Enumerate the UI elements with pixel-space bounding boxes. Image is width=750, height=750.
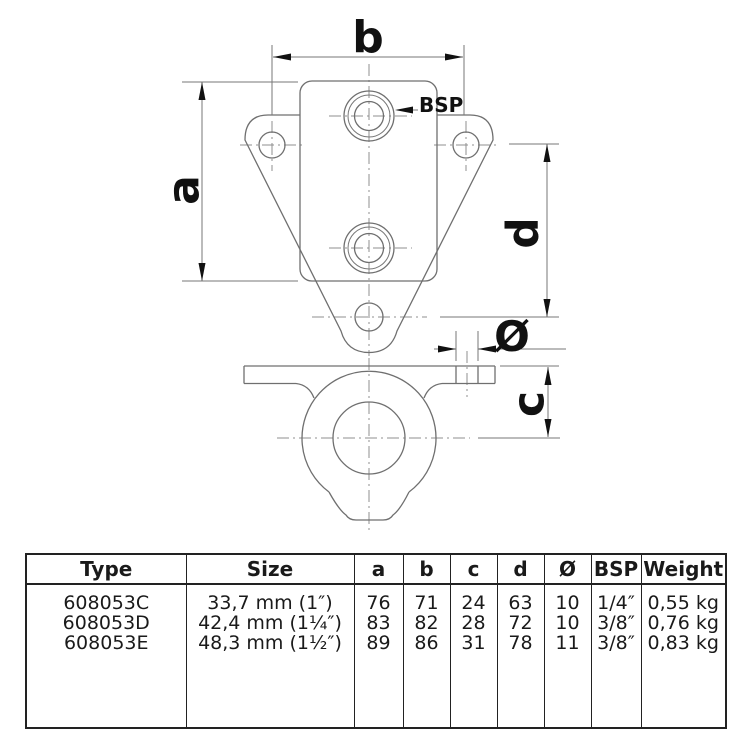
column-header-b: b [403,554,450,584]
column-header-weight: Weight [641,554,726,584]
column-header-: Ø [544,554,591,584]
dim-label-c: c [503,390,555,418]
side-view-centerlines [277,351,470,531]
table-row [26,633,726,653]
column-header-type: Type [26,554,186,584]
table-cell: 71 [403,584,450,613]
table-cell: 24 [450,584,497,613]
table-cell: 72 [497,613,544,633]
table-cell: 86 [403,633,450,653]
table-spacer-cell [403,653,450,728]
bsp-callout-label: BSP [419,93,464,117]
table-header-row [26,554,726,584]
table-cell: 78 [497,633,544,653]
dimension-a [158,82,298,281]
table-cell: 3/8″ [591,633,641,653]
table-row [26,584,726,613]
table-cell: 0,83 kg [641,633,726,653]
table-row [26,613,726,633]
column-header-a: a [354,554,403,584]
table-cell: 608053E [63,632,149,654]
table-cell: 0,55 kg [641,584,726,613]
table-spacer-cell [354,653,403,728]
table-cell: 28 [450,613,497,633]
dimension-c [478,366,560,438]
table-cell: 608053C [63,592,150,614]
table-cell: 3/8″ [591,613,641,633]
column-header-c: c [450,554,497,584]
table-spacer-cell [26,653,186,728]
column-header-size: Size [186,554,354,584]
table-cell: 1/4″ [591,584,641,613]
table-cell: 63 [497,584,544,613]
table-spacer-cell [591,653,641,728]
table-cell: 33,7 mm (1″) [186,584,354,613]
bsp-callout [395,93,463,117]
table-cell: 11 [544,633,591,653]
dim-label-d: d [497,217,549,249]
table-cell: 42,4 mm (1¼″) [186,613,354,633]
spec-table [25,553,727,729]
column-header-d: d [497,554,544,584]
table-spacer-row [26,653,726,728]
table-cell: 608053D [62,612,150,634]
side-view [244,351,495,531]
table-cell: 31 [450,633,497,653]
table-spacer-cell [497,653,544,728]
table-cell: 48,3 mm (1½″) [186,633,354,653]
table-spacer-cell [641,653,726,728]
table-cell: 10 [544,584,591,613]
table-spacer-cell [186,653,354,728]
dim-label-b: b [352,12,384,63]
table-cell: 83 [354,613,403,633]
table-cell: 76 [354,584,403,613]
table-spacer-cell [450,653,497,728]
table-cell: 0,76 kg [641,613,726,633]
dimension-diameter [434,312,566,361]
table-spacer-cell [544,653,591,728]
table-cell: 10 [544,613,591,633]
table-cell: 89 [354,633,403,653]
dim-label-diameter: Ø [494,312,530,361]
column-header-bsp: BSP [591,554,641,584]
dim-label-a: a [158,175,210,205]
table-body [26,584,726,728]
spec-table-container [25,553,725,729]
table-cell: 82 [403,613,450,633]
dimension-d [440,144,559,317]
